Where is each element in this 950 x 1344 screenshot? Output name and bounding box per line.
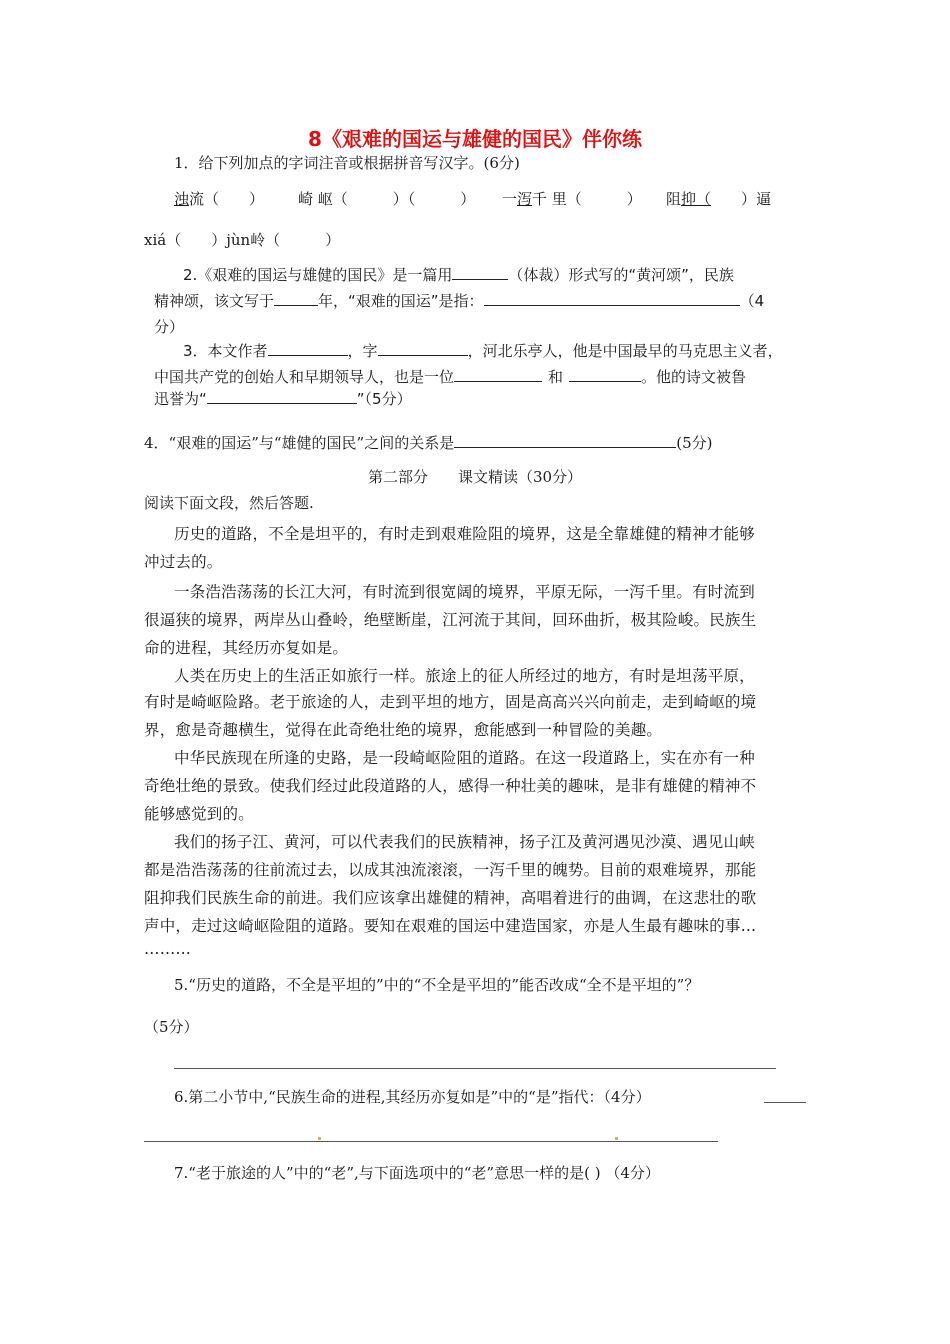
q3-text-f: 。他的诗文被鲁 (641, 368, 747, 386)
q3-blank-courtesy[interactable] (378, 341, 468, 356)
q3-blank-role2[interactable] (569, 367, 641, 382)
q3-score: ”（5分） (356, 390, 412, 408)
q5-text: 5.“历史的道路，不全是平坦的”中的“不全是平坦的”能否改成“全不是平坦的”？ (174, 976, 700, 994)
q1-row1 (174, 188, 264, 209)
q2-line2 (154, 290, 764, 311)
q2-text-c: 精神颂，该文写于 (154, 292, 275, 310)
passage-line: 我们的扬子江、黄河，可以代表我们的民族精神，扬子江及黄河遇见沙漠、遇见山峡 (174, 833, 755, 851)
passage-line: ……… (144, 940, 192, 958)
part2-heading: 第二部分 课文精读（30分） (367, 468, 583, 486)
q2-text-d: 年，“艰难的国运”是指： (318, 292, 484, 310)
q4-blank[interactable] (454, 433, 676, 448)
passage-line: 中华民族现在所逢的史路，是一段崎岖险阻的道路。在这一段道路上，实在亦有一种 (174, 749, 755, 767)
q1-zu: 阻 (666, 190, 682, 208)
q4-text: 4．“艰难的国运”与“雄健的国民”之间的关系是 (144, 434, 455, 452)
q3-text-a: 3．本文作者 (183, 342, 268, 360)
passage-line: 奇绝壮绝的景致。使我们经过此段道路的人，感得一种壮美的趣味，是非有雄健的精神不 (144, 777, 757, 795)
passage-line: 有时是崎岖险路。老于旅途的人，走到平坦的地方，固是高高兴兴向前走，走到崎岖的境 (144, 693, 757, 711)
q3-line1 (183, 340, 783, 361)
q2-blank-meaning[interactable] (484, 291, 740, 306)
q1-word-liu: 流（ ） (189, 190, 265, 208)
passage-line: 一条浩浩荡荡的长江大河，有时流到很宽阔的境界，平原无际，一泻千里。有时流到 (174, 583, 755, 601)
q5-score: （5分） (144, 1018, 199, 1036)
q1-qianli: 千 里（ ） (532, 190, 642, 208)
q1-word-yixie (502, 188, 642, 209)
passage-line: 声中，走过这崎岖险阻的道路。要知在艰难的国运中建造国家，亦是人生最有趣味的事… (144, 917, 757, 935)
q2-text-a: 2.《艰难的国运与雄健的国民》是一篇用 (183, 266, 453, 284)
q1-stem: 1．给下列加点的字词注音或根据拼音写汉字。(6分) (174, 154, 520, 172)
q3-blank-author[interactable] (268, 341, 348, 356)
passage-line: 历史的道路，不全是坦平的，有时走到艰难险阻的境界，这是全靠雄健的精神才能够 (174, 525, 755, 543)
q6-answer-line-a[interactable] (764, 1102, 806, 1103)
part2-instruction: 阅读下面文段，然后答题. (144, 494, 314, 512)
q2-blank-genre[interactable] (452, 265, 508, 280)
q1-row2: xiá（ ）jùn岭（ ） (144, 231, 341, 249)
q6-answer-line-b[interactable] (144, 1141, 718, 1142)
passage-line: 能够感觉到的。 (144, 805, 254, 823)
q2-text-b: （体裁）形式写的“黄河颂”，民族 (508, 266, 734, 284)
q1-xie: 泻 (517, 190, 533, 208)
q1-yi: 一 (502, 190, 518, 208)
q1-word-zuyi (666, 188, 771, 209)
q7-text: 7.“老于旅途的人”中的“老”,与下面选项中的“老”意思一样的是( ) （4分） (174, 1164, 660, 1182)
q3-text-b: ，字 (347, 342, 378, 360)
q1-word-qiqu: 崎 岖（ ）（ ） (298, 190, 476, 208)
q2-blank-year[interactable] (274, 291, 318, 306)
q3-line2 (154, 366, 746, 387)
mark-dot (318, 1137, 321, 1140)
passage-line: 人类在历史上的生活正如旅行一样。旅途上的征人所经过的地方，有时是坦荡平原， (174, 667, 755, 685)
q2-score-a: （4 (739, 292, 765, 310)
page-title: 8《艰难的国运与雄健的国民》伴你练 (308, 127, 642, 151)
q3-blank-role1[interactable] (454, 367, 542, 382)
passage-line: 都是浩浩荡荡的往前流过去，以成其浊流滚滚，一泻千里的魄势。目前的艰难境界，那能 (144, 861, 757, 879)
q2-line1 (183, 264, 734, 285)
passage-line: 冲过去的。 (144, 553, 223, 571)
q4-score: (5分) (676, 434, 713, 452)
q2-line3: 分） (154, 318, 185, 336)
q1-word-zhuo: 浊 (174, 190, 190, 208)
q3-text-c: ，河北乐亭人，他是中国最早的马克思主义者， (467, 342, 783, 360)
q3-text-g: 迅誉为“ (154, 390, 207, 408)
passage-line: 很逼狭的境界，两岸丛山叠岭，绝壁断崖，江河流于其间，回环曲折，极其险峻。民族生 (144, 611, 757, 629)
q1-yi2: 抑（ (681, 190, 712, 208)
passage-line: 命的进程，其经历亦复如是。 (144, 639, 349, 657)
q3-text-e: 和 (548, 368, 564, 386)
passage-line: 阻抑我们民族生命的前进。我们应该拿出雄健的精神，高唱着进行的曲调，在这悲壮的歌 (144, 889, 757, 907)
q3-line3 (154, 388, 412, 409)
q6-text: 6.第二小节中,“民族生命的进程,其经历亦复如是”中的“是”指代：（4分） (174, 1088, 651, 1106)
q3-text-d: 中国共产党的创始人和早期领导人，也是一位 (154, 368, 455, 386)
q5-answer-line[interactable] (174, 1068, 776, 1069)
mark-dot (615, 1137, 618, 1140)
q4-line (144, 432, 712, 453)
passage-line: 界，愈是奇趣横生，觉得在此奇绝壮绝的境界，愈能感到一种冒险的美趣。 (144, 721, 663, 739)
q3-blank-praise[interactable] (207, 389, 357, 404)
q1-bi: ）逼 (711, 190, 772, 208)
